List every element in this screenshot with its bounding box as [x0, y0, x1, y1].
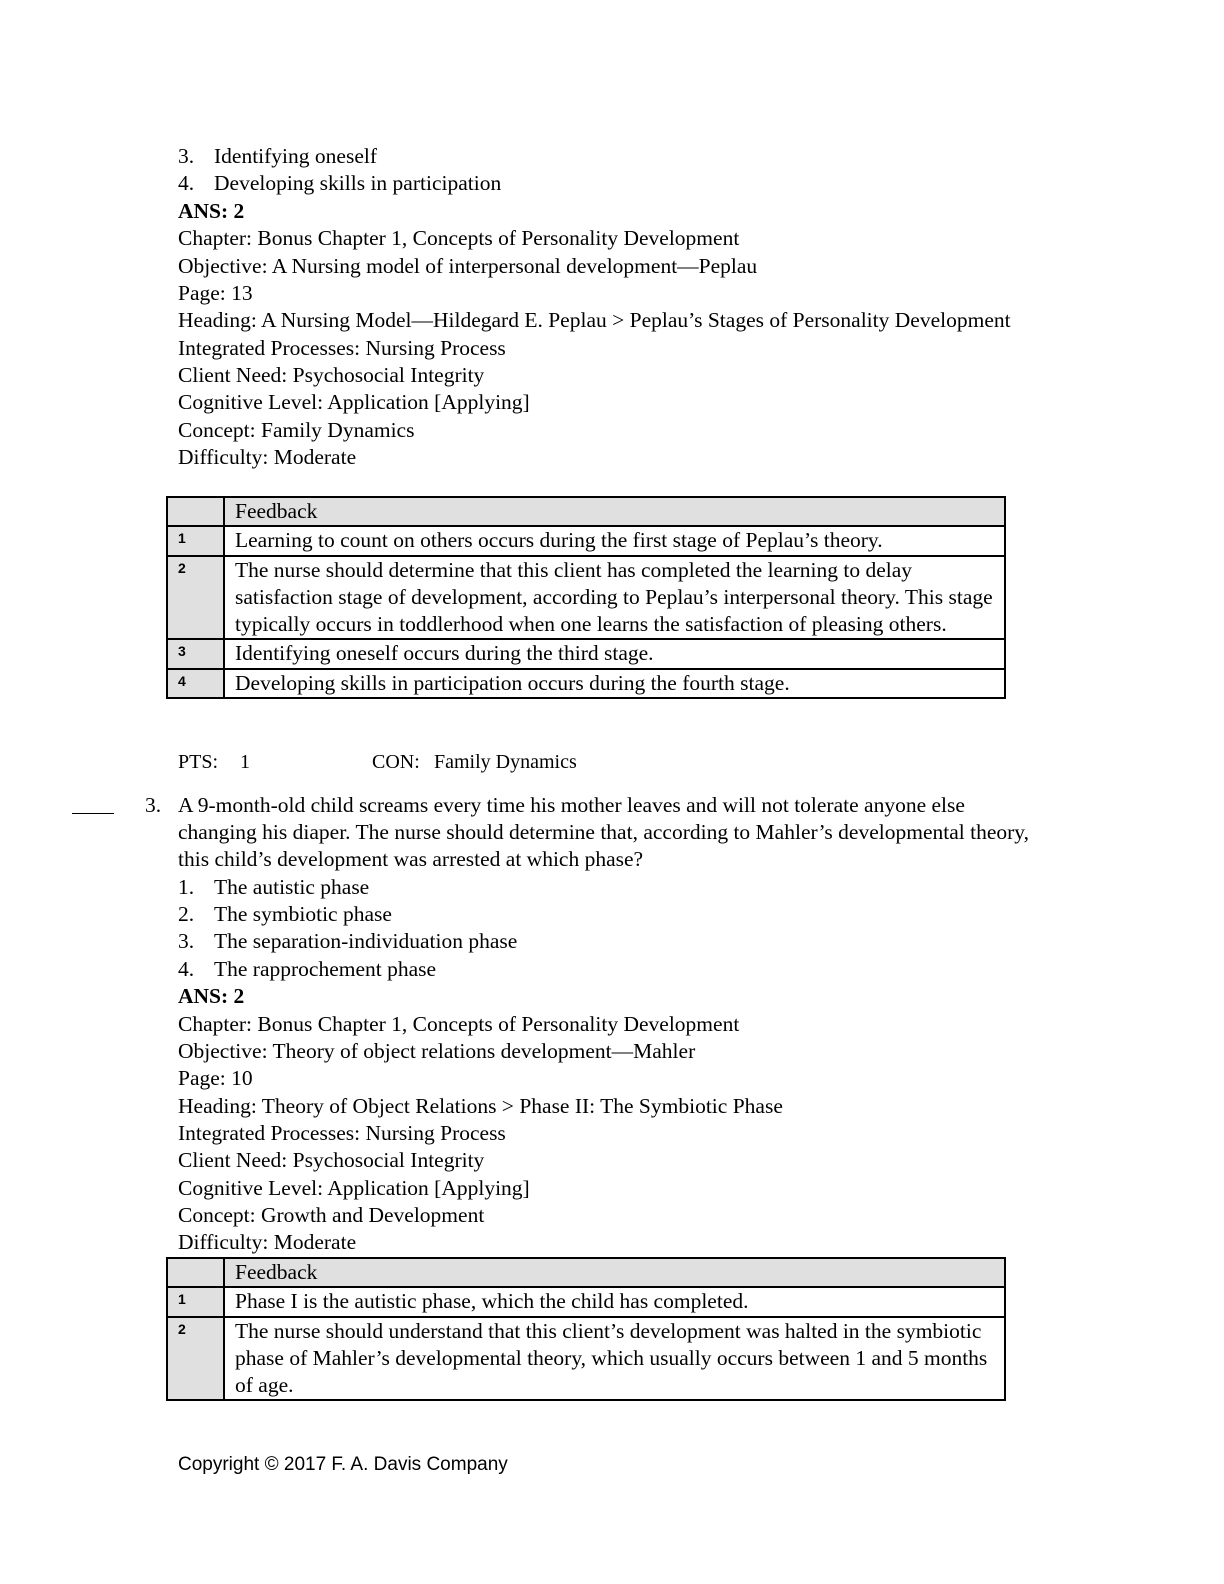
option-item — [178, 956, 436, 983]
feedback-index: 4 — [167, 669, 224, 698]
option-text: Identifying oneself — [214, 144, 377, 168]
feedback-text: Learning to count on others occurs during the first stage of Peplau’s theory. — [224, 526, 1005, 555]
meta-difficulty: Difficulty: Moderate — [178, 1230, 357, 1254]
answer-key: ANS: 2 — [178, 984, 245, 1008]
meta-integrated-processes: Integrated Processes: Nursing Process — [178, 336, 506, 360]
option-item — [178, 874, 369, 901]
meta-difficulty: Difficulty: Moderate — [178, 445, 357, 469]
concept-value: Family Dynamics — [434, 751, 577, 773]
meta-page: Page: 10 — [178, 1066, 253, 1090]
meta-cognitive-level: Cognitive Level: Application [Applying] — [178, 390, 530, 414]
option-text: The symbiotic phase — [214, 902, 392, 926]
answer-blank[interactable] — [72, 813, 114, 814]
feedback-table — [166, 496, 1006, 699]
option-item — [178, 901, 392, 928]
points-label: PTS: — [178, 751, 219, 773]
feedback-row — [167, 556, 1005, 640]
feedback-text: The nurse should understand that this client’s development was halted in the symbiotic phase of Mahler’s developmental theory, which usually occurs between 1 and 5 months of age. — [224, 1317, 1005, 1401]
question-stem-line: this child’s development was arrested at which phase? — [178, 847, 644, 871]
concept-label: CON: — [372, 751, 420, 773]
meta-chapter: Chapter: Bonus Chapter 1, Concepts of Personality Development — [178, 226, 740, 250]
question-stem-line: changing his diaper. The nurse should determine that, according to Mahler’s developmental theory, — [178, 820, 1030, 844]
meta-cognitive-level: Cognitive Level: Application [Applying] — [178, 1176, 530, 1200]
meta-chapter: Chapter: Bonus Chapter 1, Concepts of Personality Development — [178, 1012, 740, 1036]
option-text: Developing skills in participation — [214, 171, 502, 195]
feedback-header-row — [167, 497, 1005, 526]
feedback-index: 1 — [167, 526, 224, 555]
meta-heading: Heading: A Nursing Model—Hildegard E. Peplau > Peplau’s Stages of Personality Development — [178, 308, 1011, 332]
option-text: The rapprochement phase — [214, 957, 437, 981]
option-number: 3. — [178, 144, 195, 168]
feedback-index: 2 — [167, 1317, 224, 1401]
option-item — [178, 143, 377, 170]
feedback-row — [167, 639, 1005, 668]
meta-page: Page: 13 — [178, 281, 253, 305]
feedback-text: Phase I is the autistic phase, which the child has completed. — [224, 1287, 1005, 1316]
feedback-row — [167, 669, 1005, 698]
meta-objective: Objective: Theory of object relations development—Mahler — [178, 1039, 696, 1063]
meta-integrated-processes: Integrated Processes: Nursing Process — [178, 1121, 506, 1145]
points-value: 1 — [240, 751, 250, 773]
feedback-text: Developing skills in participation occurs during the fourth stage. — [224, 669, 1005, 698]
option-number: 4. — [178, 171, 195, 195]
meta-client-need: Client Need: Psychosocial Integrity — [178, 363, 485, 387]
option-number: 4. — [178, 957, 195, 981]
option-number: 3. — [178, 929, 195, 953]
meta-objective: Objective: A Nursing model of interpersonal development—Peplau — [178, 254, 758, 278]
feedback-header: Feedback — [224, 497, 1005, 526]
feedback-index: 1 — [167, 1287, 224, 1316]
meta-client-need: Client Need: Psychosocial Integrity — [178, 1148, 485, 1172]
question-number: 3. — [145, 793, 162, 817]
meta-heading: Heading: Theory of Object Relations > Phase II: The Symbiotic Phase — [178, 1094, 783, 1118]
feedback-row — [167, 1287, 1005, 1316]
option-item — [178, 170, 501, 197]
copyright-footer: Copyright © 2017 F. A. Davis Company — [178, 1454, 508, 1475]
feedback-index-header — [167, 1258, 224, 1287]
feedback-row — [167, 526, 1005, 555]
feedback-text: Identifying oneself occurs during the third stage. — [224, 639, 1005, 668]
feedback-header: Feedback — [224, 1258, 1005, 1287]
feedback-text: The nurse should determine that this client has completed the learning to delay satisfaction stage of development, according to Peplau’s interpersonal theory. This stage typically occurs in toddlerhood when one learns the satisfaction of pleasing others. — [224, 556, 1005, 640]
feedback-row — [167, 1317, 1005, 1401]
feedback-table — [166, 1257, 1006, 1401]
answer-key: ANS: 2 — [178, 199, 245, 223]
meta-concept: Concept: Family Dynamics — [178, 418, 415, 442]
meta-concept: Concept: Growth and Development — [178, 1203, 485, 1227]
feedback-index: 3 — [167, 639, 224, 668]
option-number: 1. — [178, 875, 195, 899]
option-text: The separation-individuation phase — [214, 929, 518, 953]
feedback-header-row — [167, 1258, 1005, 1287]
feedback-index: 2 — [167, 556, 224, 640]
question-stem-line: A 9-month-old child screams every time his mother leaves and will not tolerate anyone else — [178, 793, 965, 817]
feedback-index-header — [167, 497, 224, 526]
option-item — [178, 928, 517, 955]
option-number: 2. — [178, 902, 195, 926]
option-text: The autistic phase — [214, 875, 370, 899]
